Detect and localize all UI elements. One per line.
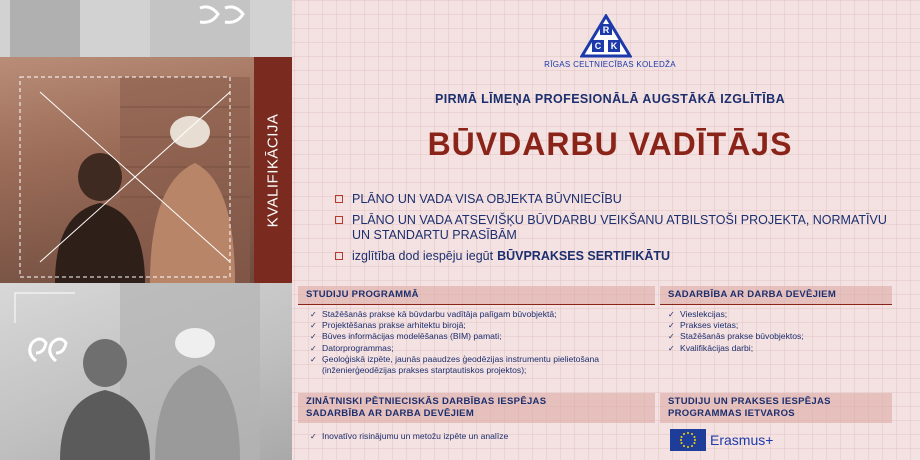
employers-list xyxy=(668,309,898,354)
list-item xyxy=(310,343,655,354)
list-item-text: Kvalifikācijas darbi; xyxy=(680,342,754,353)
list-item xyxy=(310,431,655,442)
construction-photo-top xyxy=(0,0,292,57)
check-icon: ✓ xyxy=(310,321,317,331)
square-bullet-icon xyxy=(335,195,343,203)
check-icon: ✓ xyxy=(668,321,675,331)
workers-illustration-main xyxy=(0,57,292,283)
square-bullet-icon xyxy=(335,216,343,224)
list-item xyxy=(310,354,655,376)
bullet-text: izglītība dod iespēju iegūt xyxy=(352,249,494,263)
check-icon: ✓ xyxy=(310,332,317,342)
list-item-text: Stažēšanās prakse būvobjektos; xyxy=(680,331,804,342)
check-icon: ✓ xyxy=(310,354,317,364)
page-title: BŪVDARBU VADĪTĀJS xyxy=(427,126,793,162)
study-program-list xyxy=(310,309,655,376)
list-item-text: Inovatīvo risinājumu un metožu izpēte un analīze xyxy=(322,431,509,441)
research-list xyxy=(310,431,655,442)
list-item xyxy=(668,320,898,331)
workers-illustration-bottom xyxy=(0,283,292,460)
construction-photo-main xyxy=(0,57,292,283)
list-item-text: Stažēšanās prakse kā būvdarbu vadītāja palīgam būvobjektā; xyxy=(322,309,557,319)
study-program-heading: STUDIJU PROGRAMMĀ xyxy=(298,286,655,305)
list-item-text: Ģeoloģiskā izpēte, jaunās paaudzes ģeodēzijas instrumentu pielietošana (inženierģeodēzijas prakses starptautiskos projektos); xyxy=(322,353,600,376)
square-bullet-icon xyxy=(335,252,343,260)
research-heading xyxy=(298,393,655,423)
erasmus-label: Erasmus+ xyxy=(710,432,774,448)
erasmus-logo xyxy=(670,429,773,451)
research-heading-line1: ZINĀTNISKI PĒTNIECISKĀS DARBĪBAS IESPĒJAS xyxy=(306,396,547,407)
check-icon: ✓ xyxy=(310,343,317,353)
list-item xyxy=(310,331,655,342)
list-item xyxy=(668,309,898,320)
workers-illustration-top xyxy=(0,0,292,57)
abroad-heading-line1: STUDIJU UN PRAKSES IESPĒJAS xyxy=(668,396,831,407)
employers-heading: SADARBĪBA AR DARBA DEVĒJIEM xyxy=(660,286,892,305)
check-icon: ✓ xyxy=(668,332,675,342)
college-name: RĪGAS CELTNIECĪBAS KOLEDŽA xyxy=(544,60,676,69)
qualification-label: KVALIFIKĀCIJA xyxy=(264,113,282,227)
list-item xyxy=(310,320,655,331)
check-icon: ✓ xyxy=(310,432,317,441)
check-icon: ✓ xyxy=(668,310,675,319)
college-logo xyxy=(580,14,632,58)
logo-letter-c: C xyxy=(594,41,602,51)
bullet-item xyxy=(335,213,905,243)
bullet-text: PLĀNO UN VADA ATSEVIŠĶU BŪVDARBU VEIKŠANU ATBILSTOŠI PROJEKTA, NORMATĪVU UN STANDARTU PRASĪBĀM xyxy=(352,213,887,242)
check-icon: ✓ xyxy=(310,310,317,319)
list-item xyxy=(310,309,655,320)
abroad-heading xyxy=(660,393,892,423)
research-heading-line2: SADARBĪBA AR DARBA DEVĒJIEM xyxy=(306,408,475,419)
bullet-item xyxy=(335,249,905,264)
eu-flag-icon xyxy=(670,429,706,451)
logo-letter-k: K xyxy=(610,41,618,51)
construction-photo-bottom xyxy=(0,283,292,460)
logo-letter-r: R xyxy=(602,25,610,35)
page-subtitle: PIRMĀ LĪMEŅA PROFESIONĀLĀ AUGSTĀKĀ IZGLĪTĪBA xyxy=(435,92,785,106)
qualification-label-wrap xyxy=(254,57,292,283)
certificate-text: BŪVPRAKSES SERTIFIKĀTU xyxy=(497,249,671,263)
list-item-text: Vieslekcijas; xyxy=(680,309,728,319)
list-item-text: Projektēšanas prakse arhitektu birojā; xyxy=(322,320,466,331)
list-item xyxy=(668,331,898,342)
list-item xyxy=(668,343,898,354)
list-item-text: Prakses vietas; xyxy=(680,320,739,331)
list-item-text: Datorprogrammas; xyxy=(322,342,394,353)
list-item-text: Būves informācijas modelēšanas (BIM) pamati; xyxy=(322,331,502,342)
bullet-item xyxy=(335,192,905,207)
abroad-heading-line2: PROGRAMMAS IETVAROS xyxy=(668,408,795,419)
check-icon: ✓ xyxy=(668,343,675,353)
qualification-bullets xyxy=(335,192,905,270)
bullet-text: PLĀNO UN VADA VISA OBJEKTA BŪVNIECĪBU xyxy=(352,192,622,206)
